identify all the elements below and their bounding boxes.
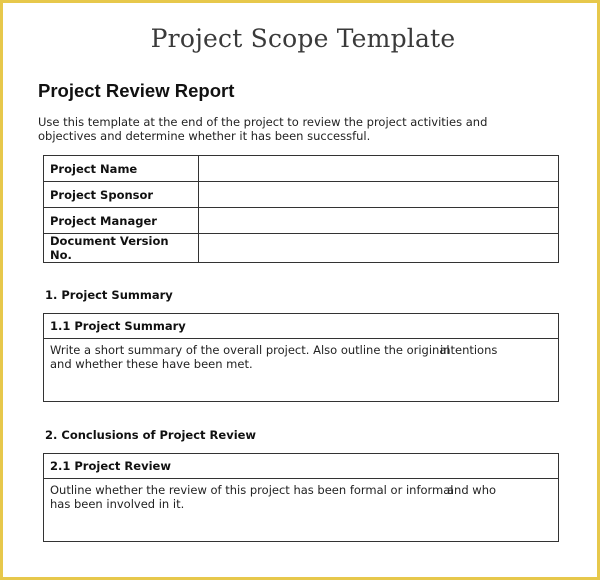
project-info-table bbox=[43, 155, 559, 263]
intro-paragraph bbox=[38, 116, 508, 143]
table-row bbox=[44, 182, 559, 208]
document-title: Project Scope Template bbox=[150, 24, 456, 53]
table-row bbox=[44, 208, 559, 234]
project-summary-body[interactable] bbox=[44, 339, 559, 402]
section-heading-conclusions: 2. Conclusions of Project Review bbox=[45, 428, 257, 442]
table-row bbox=[44, 234, 559, 263]
document-version-label: Document Version No. bbox=[44, 234, 199, 263]
project-review-body[interactable] bbox=[44, 479, 559, 542]
project-review-line-1: Outline whether the review of this project has been formal or informal bbox=[50, 483, 454, 497]
table-row bbox=[44, 156, 559, 182]
project-review-line-1-tail: and who bbox=[447, 483, 497, 497]
project-sponsor-value[interactable] bbox=[199, 182, 559, 208]
intro-line-1: Use this template at the end of the project to review the project activities and bbox=[38, 115, 488, 129]
document-version-value[interactable] bbox=[199, 234, 559, 263]
project-review-line-2: has been involved in it. bbox=[50, 497, 185, 511]
project-review-box bbox=[43, 453, 559, 542]
project-summary-line-1: Write a short summary of the overall project. Also outline the original bbox=[50, 343, 450, 357]
project-summary-box-title: 1.1 Project Summary bbox=[44, 314, 559, 339]
project-manager-label: Project Manager bbox=[44, 208, 199, 234]
project-name-value[interactable] bbox=[199, 156, 559, 182]
project-summary-line-1-tail: intentions bbox=[440, 343, 498, 357]
project-review-box-title: 2.1 Project Review bbox=[44, 454, 559, 479]
section-heading-project-summary: 1. Project Summary bbox=[45, 288, 173, 302]
report-heading: Project Review Report bbox=[38, 80, 235, 101]
project-summary-box bbox=[43, 313, 559, 402]
project-summary-line-2: and whether these have been met. bbox=[50, 357, 253, 371]
intro-line-2: objectives and determine whether it has been successful. bbox=[38, 128, 371, 143]
project-manager-value[interactable] bbox=[199, 208, 559, 234]
project-name-label: Project Name bbox=[44, 156, 199, 182]
project-sponsor-label: Project Sponsor bbox=[44, 182, 199, 208]
